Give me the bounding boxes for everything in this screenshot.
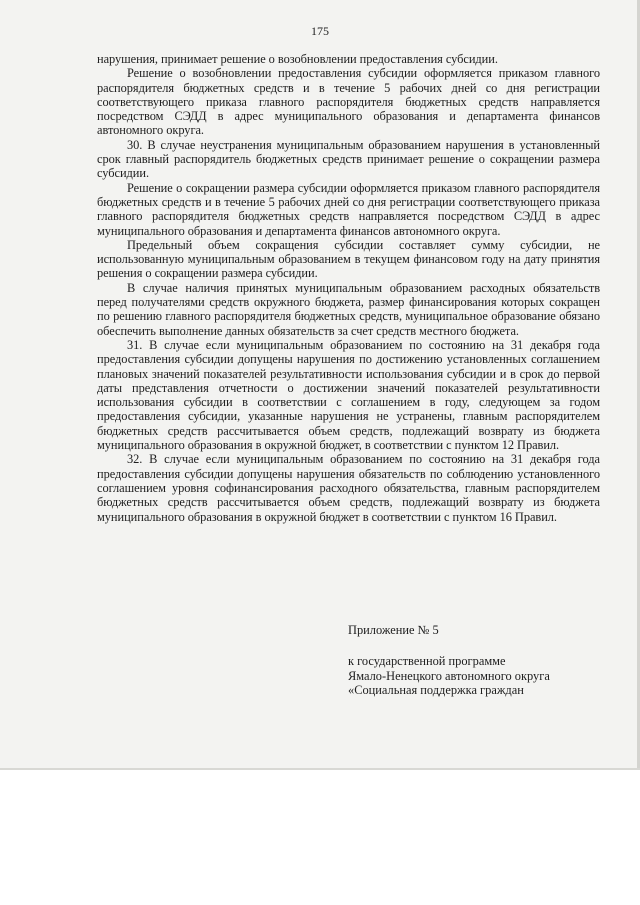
appendix-heading <box>348 623 608 698</box>
paragraph-item-31: 31. В случае если муниципальным образованием по состоянию на 31 декабря года предоставления субсидии допущены нарушения по достижению установленных соглашением плановых значений показателей результативности использования субсидии и в срок до первой даты представления отчетности о достижении значений показателей результативности использования субсидии в соответствии с соглашением в году, следующем за годом предоставления субсидии, указанные нарушения не устранены, главным распорядителем бюджетных средств рассчитывается объем средств, подлежащий возврату из бюджета муниципального образования в окружной бюджет, в соответствии с пунктом 12 Правил. <box>97 337 600 453</box>
document-body <box>97 52 600 524</box>
paragraph: Предельный объем сокращения субсидии составляет сумму субсидии, не использованную муниципальным образованием в текущем финансовом году на дату принятия решения о сокращении размера субсидии. <box>97 237 600 281</box>
appendix-title: Приложение № 5 <box>348 623 439 637</box>
appendix-line: к государственной программе <box>348 654 506 669</box>
paragraph-item-32: 32. В случае если муниципальным образованием по состоянию на 31 декабря года предоставления субсидии допущены нарушения обязательств по соблюдению установленного соглашением уровня софинансирования расходного обязательства, главным распорядителем бюджетных средств рассчитывается объем средств, подлежащий возврату из бюджета муниципального образования в окружной бюджет в соответствии с пунктом 16 Правил. <box>97 452 600 524</box>
paragraph: Решение о сокращении размера субсидии оформляется приказом главного распорядителя бюджетных средств и в течение 5 рабочих дней со дня регистрации соответствующего приказа главного распорядителя бюджетных средств направляется посредством СЭДД в адрес муниципального образования и департамента финансов автономного округа. <box>97 180 600 238</box>
blank-margin <box>0 770 640 905</box>
page-number: 175 <box>311 24 329 38</box>
paragraph: Решение о возобновлении предоставления субсидии оформляется приказом главного распорядителя бюджетных средств и в течение 5 рабочих дней со дня регистрации соответствующего приказа главного распорядителя бюджетных средств направляется посредством СЭДД в адрес муниципального образования и департамента финансов автономного округа. <box>97 66 600 138</box>
appendix-line: Ямало-Ненецкого автономного округа <box>348 668 550 683</box>
paragraph-item-30: 30. В случае неустранения муниципальным образованием нарушения в установленный срок главный распорядитель бюджетных средств принимает решение о сокращении размера субсидии. <box>97 137 600 181</box>
paragraph-continuation: нарушения, принимает решение о возобновлении предоставления субсидии. <box>97 52 498 66</box>
paragraph: В случае наличия принятых муниципальным образованием расходных обязательств перед получателями средств окружного бюджета, размер финансирования которых сокращен по решению главного распорядителя бюджетных средств, муниципальное образование обязано обеспечить выполнение данных обязательств за счет средств местного бюджета. <box>97 280 600 338</box>
appendix-line: «Социальная поддержка граждан <box>348 683 524 698</box>
